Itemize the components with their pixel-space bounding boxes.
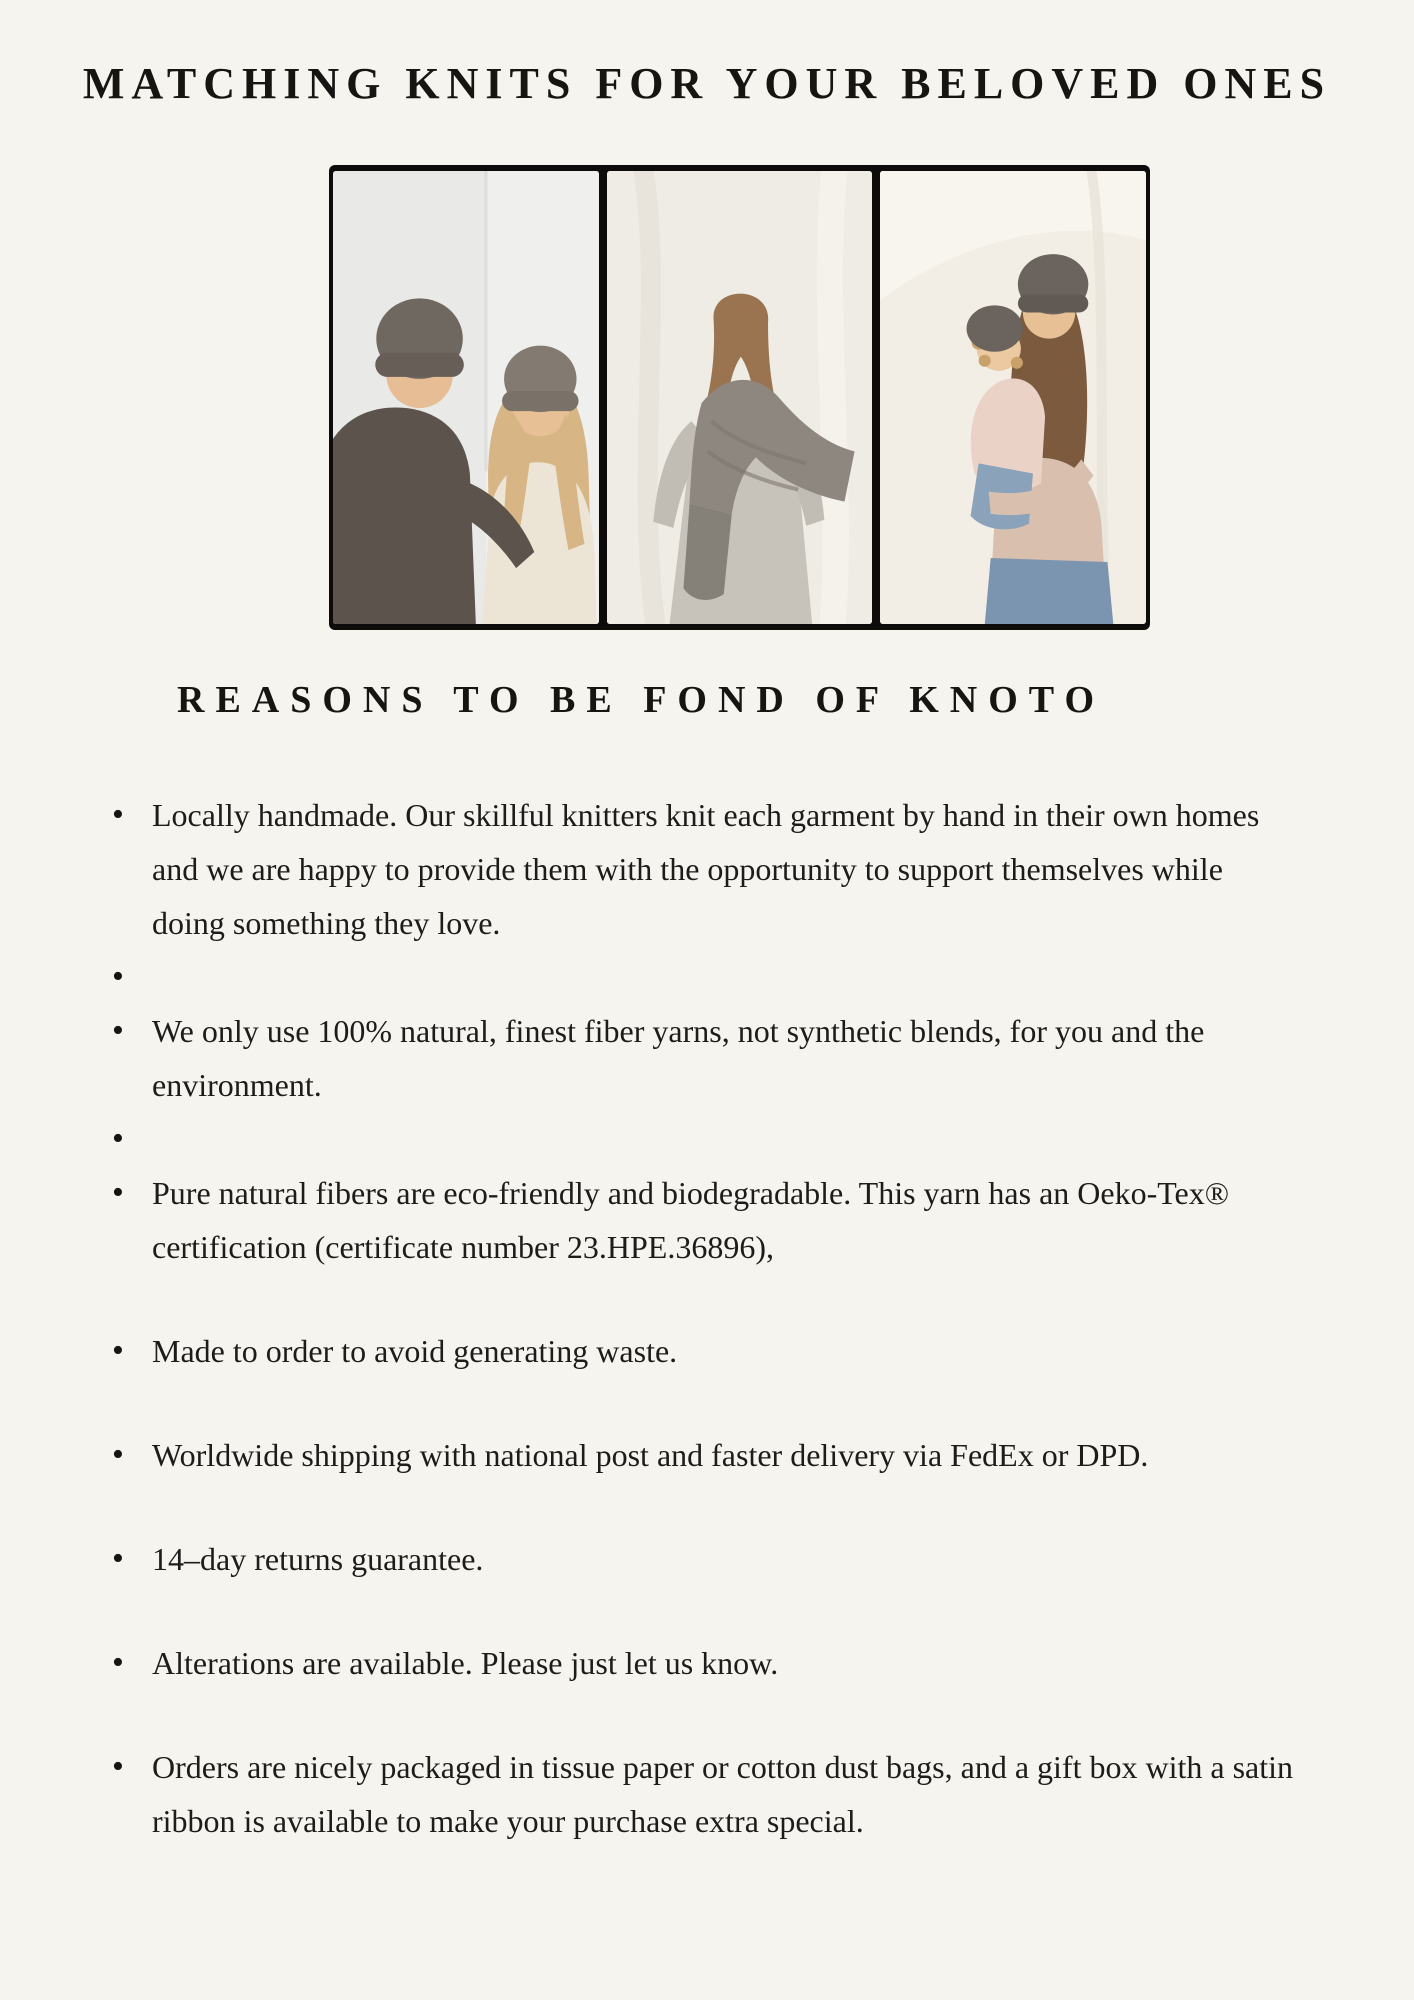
reasons-list	[112, 788, 1297, 1848]
photo-couple-beanies	[333, 171, 599, 624]
reason-item-blank	[112, 1112, 1297, 1166]
couple-photo-illustration	[333, 171, 599, 624]
photo-mother-child	[880, 171, 1146, 624]
page-title: MATCHING KNITS FOR YOUR BELOVED ONES	[82, 59, 1332, 108]
reason-item: • Orders are nicely packaged in tissue paper or cotton dust bags, and a gift box with a satin ribbon is available to make your purchase extra special.	[112, 1740, 1297, 1848]
reason-item: • We only use 100% natural, finest fiber yarns, not synthetic blends, for you and the environment.	[112, 1004, 1297, 1112]
photo-collage	[329, 165, 1150, 630]
reason-item: • Made to order to avoid generating waste.	[112, 1324, 1297, 1378]
reason-item: • Alterations are available. Please just let us know.	[112, 1636, 1297, 1690]
reason-item: • Locally handmade. Our skillful knitters knit each garment by hand in their own homes and we are happy to provide them with the opportunity to support themselves while doing something they love.	[112, 788, 1297, 950]
mother-child-photo-illustration	[880, 171, 1146, 624]
reason-item-blank	[112, 950, 1297, 1004]
reasons-heading: REASONS TO BE FOND OF KNOTO	[177, 679, 1106, 721]
reason-item: • Pure natural fibers are eco-friendly and biodegradable. This yarn has an Oeko-Tex® certification (certificate number 23.HPE.36896),	[112, 1166, 1297, 1274]
scarf-photo-illustration	[607, 171, 873, 624]
photo-woman-scarf	[607, 171, 873, 624]
reason-item: • 14–day returns guarantee.	[112, 1532, 1297, 1586]
reason-item: • Worldwide shipping with national post and faster delivery via FedEx or DPD.	[112, 1428, 1297, 1482]
